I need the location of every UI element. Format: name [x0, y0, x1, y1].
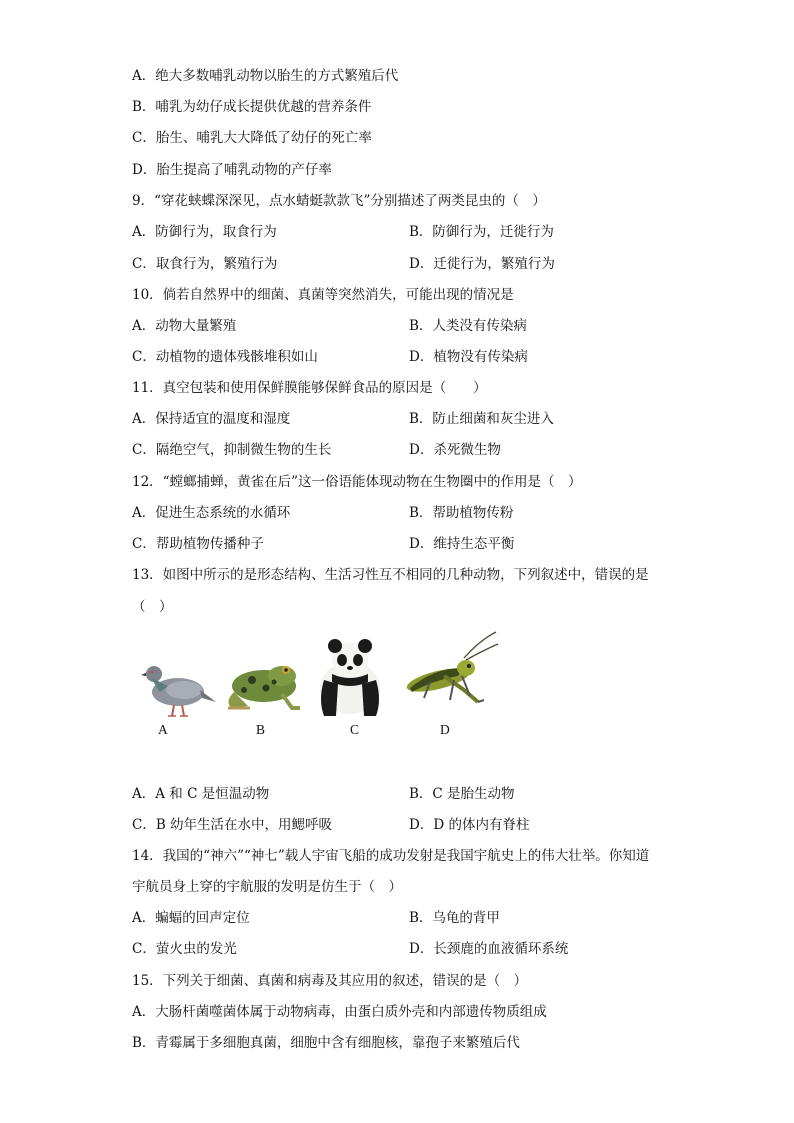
q13-option-d: D．D 的体内有脊柱 — [409, 817, 530, 833]
q8-option-b: B．哺乳为幼仔成长提供优越的营养条件 — [132, 99, 372, 115]
q8-option-a: A．绝大多数哺乳动物以胎生的方式繁殖后代 — [132, 68, 399, 84]
q14-stem-line-2: 宇航员身上穿的宇航服的发明是仿生于（ ） — [132, 879, 402, 895]
q9-stem: 9．“穿花蛱蝶深深见，点水蜻蜓款款飞”分别描述了两类昆虫的（ ） — [132, 193, 546, 209]
q10-option-a: A．动物大量繁殖 — [132, 318, 237, 334]
q14-option-b: B．乌龟的背甲 — [409, 910, 500, 926]
q11-option-d: D．杀死微生物 — [409, 442, 501, 458]
q9-option-d: D．迁徙行为，繁殖行为 — [409, 256, 555, 272]
q11-option-a: A．保持适宜的温度和湿度 — [132, 411, 291, 427]
q9-option-c: C．取食行为，繁殖行为 — [132, 256, 278, 272]
q10-option-b: B．人类没有传染病 — [409, 318, 527, 334]
q13-option-c: C．B 幼年生活在水中，用鳃呼吸 — [132, 817, 333, 833]
q8-option-d: D．胎生提高了哺乳动物的产仔率 — [132, 162, 332, 178]
q10-option-c: C．动植物的遗体残骸堆积如山 — [132, 349, 318, 365]
q11-option-b: B．防止细菌和灰尘进入 — [409, 411, 554, 427]
q9-option-b: B．防御行为，迁徙行为 — [409, 224, 554, 240]
q11-option-c: C．隔绝空气，抑制微生物的生长 — [132, 442, 332, 458]
q14-option-c: C．萤火虫的发光 — [132, 941, 237, 957]
q12-option-a: A．促进生态系统的水循环 — [132, 505, 291, 521]
q9-option-a: A．防御行为，取食行为 — [132, 224, 277, 240]
q13-option-b: B．C 是胎生动物 — [409, 786, 515, 802]
label-b: B — [256, 722, 266, 737]
label-d: D — [440, 722, 450, 737]
q8-option-c: C．胎生、哺乳大大降低了幼仔的死亡率 — [132, 130, 372, 146]
q13-stem-line-1: 13．如图中所示的是形态结构、生活习性互不相同的几种动物，下列叙述中，错误的是 — [132, 567, 649, 583]
q10-option-d: D．植物没有传染病 — [409, 349, 528, 365]
q12-stem: 12．“螳螂捕蝉，黄雀在后”这一俗语能体现动物在生物圈中的作用是（ ） — [132, 474, 582, 490]
q15-option-a: A．大肠杆菌噬菌体属于动物病毒，由蛋白质外壳和内部遗传物质组成 — [132, 1004, 547, 1020]
q13-animal-figure — [138, 630, 508, 740]
q12-option-d: D．维持生态平衡 — [409, 536, 515, 552]
label-a: A — [158, 722, 168, 737]
q13-option-a: A．A 和 C 是恒温动物 — [132, 786, 270, 802]
panda-image — [310, 636, 392, 720]
label-c: C — [350, 722, 360, 737]
frog-image — [222, 658, 306, 714]
grasshopper-image — [400, 630, 500, 714]
q13-stem-line-2: （ ） — [132, 599, 173, 615]
q12-option-c: C．帮助植物传播种子 — [132, 536, 264, 552]
q10-stem: 10．倘若自然界中的细菌、真菌等突然消失，可能出现的情况是 — [132, 287, 514, 303]
q14-stem-line-1: 14．我国的“神六”“神七”载人宇宙飞船的成功发射是我国宇航史上的伟大壮举。你知道 — [132, 848, 650, 864]
q11-stem: 11．真空包装和使用保鲜膜能够保鲜食品的原因是（ ） — [132, 380, 487, 396]
q15-stem: 15．下列关于细菌、真菌和病毒及其应用的叙述，错误的是（ ） — [132, 973, 528, 989]
pigeon-image — [138, 652, 218, 720]
q15-option-b: B．青霉属于多细胞真菌，细胞中含有细胞核，靠孢子来繁殖后代 — [132, 1035, 520, 1051]
q14-option-d: D．长颈鹿的血液循环系统 — [409, 941, 569, 957]
q14-option-a: A．蝙蝠的回声定位 — [132, 910, 250, 926]
q12-option-b: B．帮助植物传粉 — [409, 505, 514, 521]
